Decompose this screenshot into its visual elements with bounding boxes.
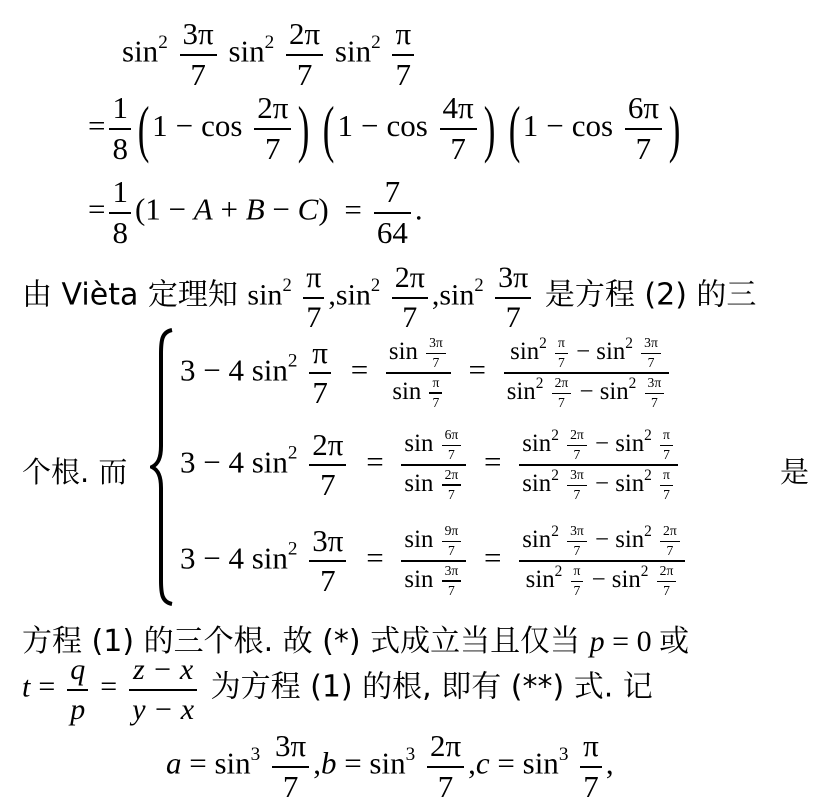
fraction: $\frac{1}{8}$ — [109, 92, 131, 165]
fraction: $\frac{2\pi}{7}$ — [254, 92, 291, 165]
paragraph-conclusion-line-1: 方程 (1) 的三个根. 故 (*) 式成立当且仅当 p = 0 或 — [22, 624, 690, 659]
fraction: $\sin^2$ $\frac{3\pi}{7}$ − $\sin^2$ $\frac{2\pi}{7}$ $\sin^2$ $\frac{\pi}{7}$ − $\sin^2$ $\frac{2\pi}{7}$ — [519, 524, 684, 599]
fraction: $\frac{1}{8}$ — [109, 176, 131, 249]
fraction: $\frac{2\pi}{7}$ — [286, 18, 323, 91]
system-left-label: 个根. 而 — [22, 455, 128, 489]
fraction: $\frac{3\pi}{7}$ — [309, 525, 346, 598]
fraction: $\frac{\pi}{7}$ — [392, 18, 414, 91]
system-row-2: 3 − 4 $\sin^2$ $\frac{2\pi}{7}$ = sin $\frac{6\pi}{7}$ sin $\frac{2\pi}{7}$ = $\sin^2$ $\frac{2\pi}{7}$ − $\sin^2$ $\frac{\pi}{7}$ $\sin^2$ $\frac{3\pi}{7}$ − $\sin^2$ $\frac{\pi}{7}$ — [180, 428, 680, 503]
paren-open: ( — [508, 93, 521, 164]
fraction: sin $\frac{6\pi}{7}$ sin $\frac{2\pi}{7}$ — [401, 428, 466, 502]
fraction: $\frac{\pi}{7}$ — [303, 262, 324, 333]
fraction: sin $\frac{9\pi}{7}$ sin $\frac{3\pi}{7}$ — [401, 524, 466, 598]
paren-close: ) — [668, 93, 681, 164]
exponent: 2 — [371, 31, 381, 53]
fraction: $\frac{4\pi}{7}$ — [440, 92, 477, 165]
fraction: $\frac{\pi}{7}$ — [580, 730, 602, 803]
system-right-label: 是 — [780, 455, 810, 489]
fraction: $\sin^2$ $\frac{\pi}{7}$ − $\sin^2$ $\frac{3\pi}{7}$ $\sin^2$ $\frac{2\pi}{7}$ − $\sin^2$ $\frac{3\pi}{7}$ — [504, 336, 669, 411]
paren-open: ( — [323, 93, 335, 164]
fraction: $\sin^2$ $\frac{2\pi}{7}$ − $\sin^2$ $\frac{\pi}{7}$ $\sin^2$ $\frac{3\pi}{7}$ − $\sin^2$ $\frac{\pi}{7}$ — [519, 428, 678, 503]
fraction: $\frac{\pi}{7}$ — [309, 337, 331, 410]
paren-close: ) — [298, 93, 310, 164]
paren-open: ( — [137, 93, 150, 164]
fraction: $\frac{3\pi}{7}$ — [495, 262, 531, 333]
equals-sign: = — [88, 191, 106, 227]
fraction: $\frac{3\pi}{7}$ — [180, 18, 217, 91]
system-row-3: 3 − 4 $\sin^2$ $\frac{3\pi}{7}$ = sin $\frac{9\pi}{7}$ sin $\frac{3\pi}{7}$ = $\sin^2$ $\frac{3\pi}{7}$ − $\sin^2$ $\frac{2\pi}{7}$ $\sin^2$ $\frac{\pi}{7}$ − $\sin^2$ $\frac{2\pi}{7}$ — [180, 524, 687, 599]
system-row-1: 3 − 4 $\sin^2$ $\frac{\pi}{7}$ = sin $\frac{3\pi}{7}$ sin $\frac{\pi}{7}$ = $\sin^2$ $\frac{\pi}{7}$ − $\sin^2$ $\frac{3\pi}{7}$ $\sin^2$ $\frac{2\pi}{7}$ − $\sin^2$ $\frac{3\pi}{7}$ — [180, 336, 671, 411]
fraction: $\frac{2\pi}{7}$ — [309, 429, 346, 502]
derivation-line-3: = $\frac{1}{8}$ (1 − A + B − C) = $\frac{7}{64}$ . — [88, 174, 423, 250]
fraction: $\frac{3\pi}{7}$ — [272, 730, 309, 803]
fraction: $\frac{2\pi}{7}$ — [392, 262, 428, 333]
fraction: $\frac{6\pi}{7}$ — [625, 92, 662, 165]
sin-fn: sin — [122, 33, 159, 69]
equals-sign: = — [88, 108, 106, 144]
fraction: $\frac{z - x}{y - x}$ — [129, 654, 197, 725]
left-brace — [150, 328, 176, 606]
derivation-line-2: = $\frac{1}{8}$ (1 − cos $\frac{2\pi}{7}$ ) (1 − cos $\frac{4\pi}{7}$ ) (1 − cos $\frac{6\pi}{7}$ ) — [88, 90, 681, 166]
exponent: 2 — [264, 31, 275, 53]
fraction: sin $\frac{3\pi}{7}$ sin $\frac{\pi}{7}$ — [386, 336, 451, 410]
fraction: $\frac{q}{p}$ — [67, 654, 88, 725]
fraction: $\frac{2\pi}{7}$ — [427, 730, 464, 803]
sin-fn: sin — [334, 33, 372, 69]
fraction: $\frac{7}{64}$ — [374, 176, 411, 249]
exponent: 2 — [158, 31, 168, 53]
paragraph-conclusion-line-2: t = $\frac{q}{p}$ = $\frac{z - x}{y - x}$ 为方程 (1) 的根, 即有 (**) 式. 记 — [22, 653, 653, 726]
final-definitions: $a = \sin^3$ $\frac{3\pi}{7}$ $,b = \sin^3$ $\frac{2\pi}{7}$ $,c = \sin^3$ $\frac{\pi}{7}$ , — [166, 728, 614, 804]
paragraph-vieta: 由 Vièta 定理知 $\sin^2$ $\frac{\pi}{7}$ $,\sin^2$ $\frac{2\pi}{7}$ $,\sin^2$ $\frac{3\pi}{7}$ 是方程 (2) 的三 — [22, 261, 757, 334]
sin-fn: sin — [228, 33, 265, 69]
paren-close: ) — [483, 93, 496, 164]
derivation-line-1 — [122, 18, 418, 91]
